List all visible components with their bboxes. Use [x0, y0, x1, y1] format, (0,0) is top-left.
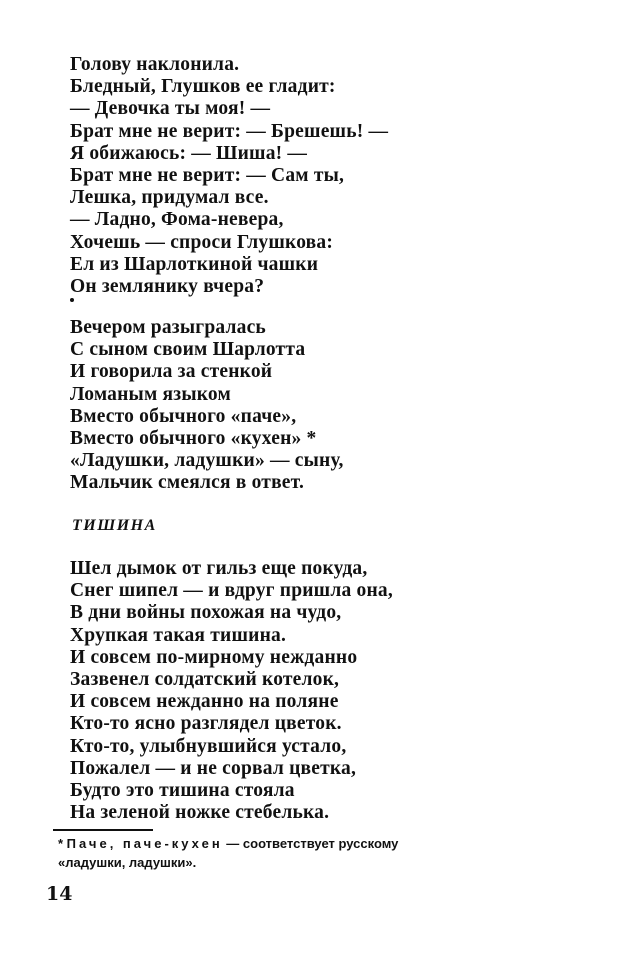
verse-line: Вечером разыгралась: [70, 317, 266, 338]
footnote-term: Паче, паче-кухен: [66, 836, 223, 851]
verse-line: В дни войны похожая на чудо,: [70, 602, 342, 624]
verse-line: И совсем по-мирному нежданно: [70, 646, 358, 668]
stanza-1: [70, 54, 388, 298]
verse-line: — Девочка ты моя! —: [70, 98, 271, 120]
verse-line: И говорила за стенкой: [70, 361, 273, 383]
verse-line: И совсем нежданно на поляне: [70, 691, 339, 713]
stanza-2: [70, 317, 344, 495]
verse-line: Брат мне не верит: — Сам ты,: [70, 164, 345, 186]
verse-line: Брат мне не верит: — Брешешь! —: [70, 120, 389, 142]
verse-line: Хрупкая такая тишина.: [70, 624, 287, 646]
verse-line: Снег шипел — и вдруг пришла она,: [70, 580, 393, 602]
verse-line: Пожалел — и не сорвал цветка,: [70, 757, 357, 779]
verse-line: Лешка, придумал все.: [70, 187, 269, 209]
verse-line: Мальчик смеялся в ответ.: [70, 472, 305, 494]
verse-line: Кто-то ясно разглядел цветок.: [70, 713, 342, 735]
footnote: [58, 834, 398, 872]
verse-line: Ломаным языком: [70, 383, 231, 405]
verse-line: Будто это тишина стояла: [70, 779, 295, 801]
verse-line: Голову наклонила.: [70, 54, 240, 75]
footnote-line-2: «ладушки, ладушки».: [58, 855, 197, 870]
verse-line: Ел из Шарлоткиной чашки: [70, 253, 319, 275]
verse-line: Зазвенел солдатский котелок,: [70, 668, 340, 690]
section-dot: [70, 298, 74, 302]
footnote-rule: [53, 829, 153, 831]
verse-line: На зеленой ножке стебелька.: [70, 802, 330, 824]
verse-line: Он землянику вчера?: [70, 275, 265, 297]
poem-title: ТИШИНА: [72, 517, 157, 534]
verse-line: Шел дымок от гильз еще покуда,: [70, 558, 368, 579]
footnote-marker: *: [58, 836, 67, 851]
verse-line: С сыном своим Шарлотта: [70, 339, 306, 361]
verse-line: Вместо обычного «паче»,: [70, 405, 297, 427]
footnote-definition: — соответствует русскому: [222, 836, 399, 851]
page-number: 14: [46, 883, 73, 905]
verse-line: Я обижаюсь: — Шиша! —: [70, 142, 308, 164]
verse-line: Хочешь — спроси Глушкова:: [70, 231, 334, 253]
stanza-3: [70, 558, 393, 824]
verse-line: «Ладушки, ладушки» — сыну,: [70, 450, 344, 472]
footnote-line-1: [58, 834, 398, 853]
verse-line: Вместо обычного «кухен» *: [70, 427, 317, 449]
verse-line: Кто-то, улыбнувшийся устало,: [70, 735, 347, 757]
verse-line: Бледный, Глушков ее гладит:: [70, 76, 336, 98]
verse-line: — Ладно, Фома-невера,: [70, 209, 284, 231]
